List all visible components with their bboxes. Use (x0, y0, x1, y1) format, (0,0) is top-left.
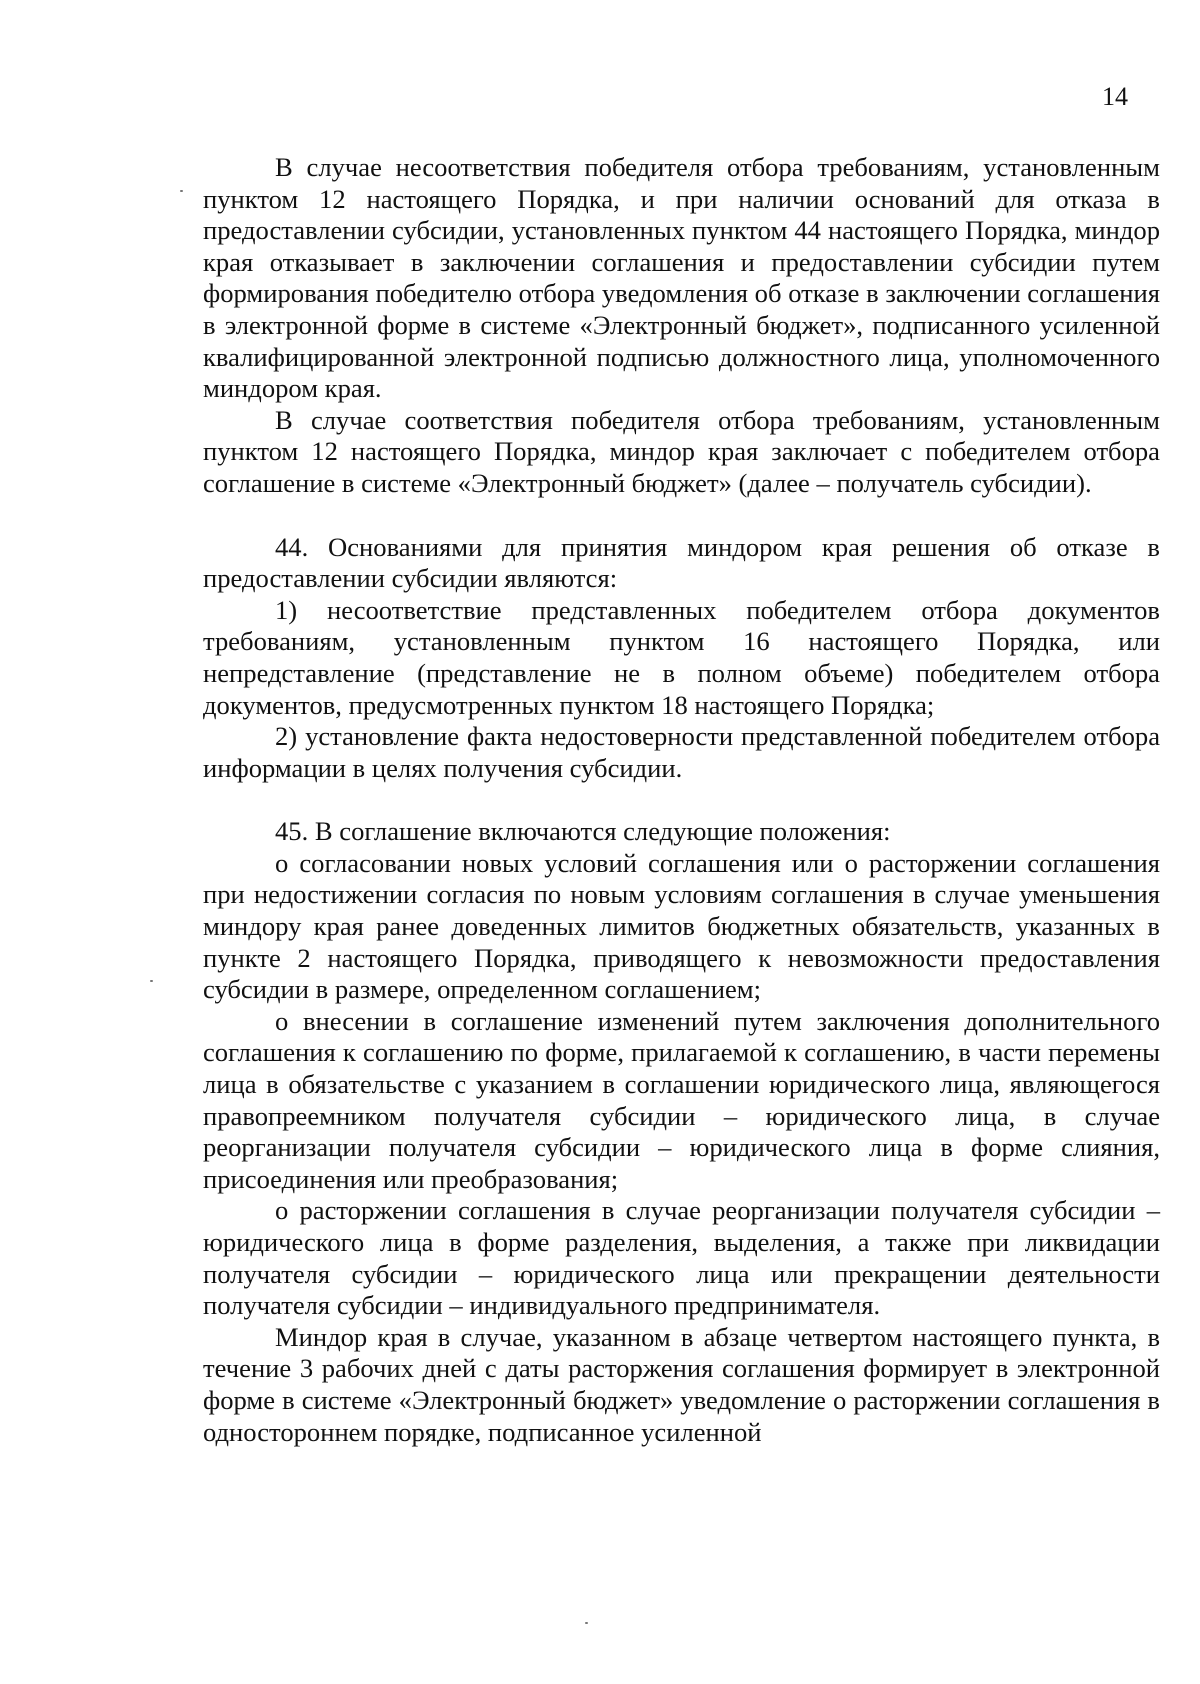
paragraph-44-item-2: 2) установление факта недостоверности представленной победителем отбора информации в целях получения субсидии. (203, 721, 1160, 783)
document-body (203, 152, 1160, 1448)
scan-speck (180, 190, 183, 192)
paragraph-termination-notice: Миндор края в случае, указанном в абзаце четвертом настоящего пункта, в течение 3 рабочих дней с даты расторжения соглашения формирует в электронной форме в системе «Электронный бюджет» уведомление о расторжении соглашения в одностороннем порядке, подписанное усиленной (203, 1321, 1160, 1447)
scan-speck (150, 980, 153, 982)
page-number: 14 (1102, 82, 1128, 111)
paragraph-agreement-conclusion: В случае соответствия победителя отбора требованиям, установленным пунктом 12 настоящего Порядка, миндор края заключает с победителем отбора соглашение в системе «Электронный бюджет» (далее – получатель субсидии). (203, 404, 1160, 498)
paragraph-44-heading: 44. Основаниями для принятия миндором края решения об отказе в предоставлении субсидии являются: (203, 531, 1160, 594)
paragraph-refusal-notice: В случае несоответствия победителя отбора требованиям, установленным пунктом 12 настоящего Порядка, и при наличии оснований для отказа в предоставлении субсидии, установленных пунктом 44 настоящего Порядка, миндор края отказывает в заключении соглашения и предоставлении субсидии путем формирования победителю отбора уведомления об отказе в заключении соглашения в электронной форме в системе «Электронный бюджет», подписанного усиленной квалифицированной электронной подписью должностного лица, уполномоченного миндором края. (203, 152, 1160, 404)
paragraph-44-item-1: 1) несоответствие представленных победителем отбора документов требованиям, установленным пунктом 16 настоящего Порядка, или непредставление (представление не в полном объеме) победителем отбора документов, предусмотренных пунктом 18 настоящего Порядка; (203, 594, 1160, 720)
paragraph-45-termination: о расторжении соглашения в случае реорганизации получателя субсидии – юридического лица в форме разделения, выделения, а также при ликвидации получателя субсидии – юридического лица или прекращении деятельности получателя субсидии – индивидуального предпринимателя. (203, 1195, 1160, 1321)
paragraph-45-new-conditions: о согласовании новых условий соглашения или о расторжении соглашения при недостижении согласия по новым условиям соглашения в случае уменьшения миндору края ранее доведенных лимитов бюджетных обязательств, указанных в пункте 2 настоящего Порядка, приводящего к невозможности предоставления субсидии в размере, определенном соглашением; (203, 847, 1160, 1005)
scan-speck (585, 1622, 588, 1624)
paragraph-45-heading: 45. В соглашение включаются следующие положения: (275, 816, 891, 847)
paragraph-45-amendments: о внесении в соглашение изменений путем заключения дополнительного соглашения к соглашению по форме, прилагаемой к соглашению, в части перемены лица в обязательстве с указанием в соглашении юридического лица, являющегося правопреемником получателя субсидии – юридического лица, в случае реорганизации получателя субсидии – юридического лица в форме слияния, присоединения или преобразования; (203, 1005, 1160, 1194)
